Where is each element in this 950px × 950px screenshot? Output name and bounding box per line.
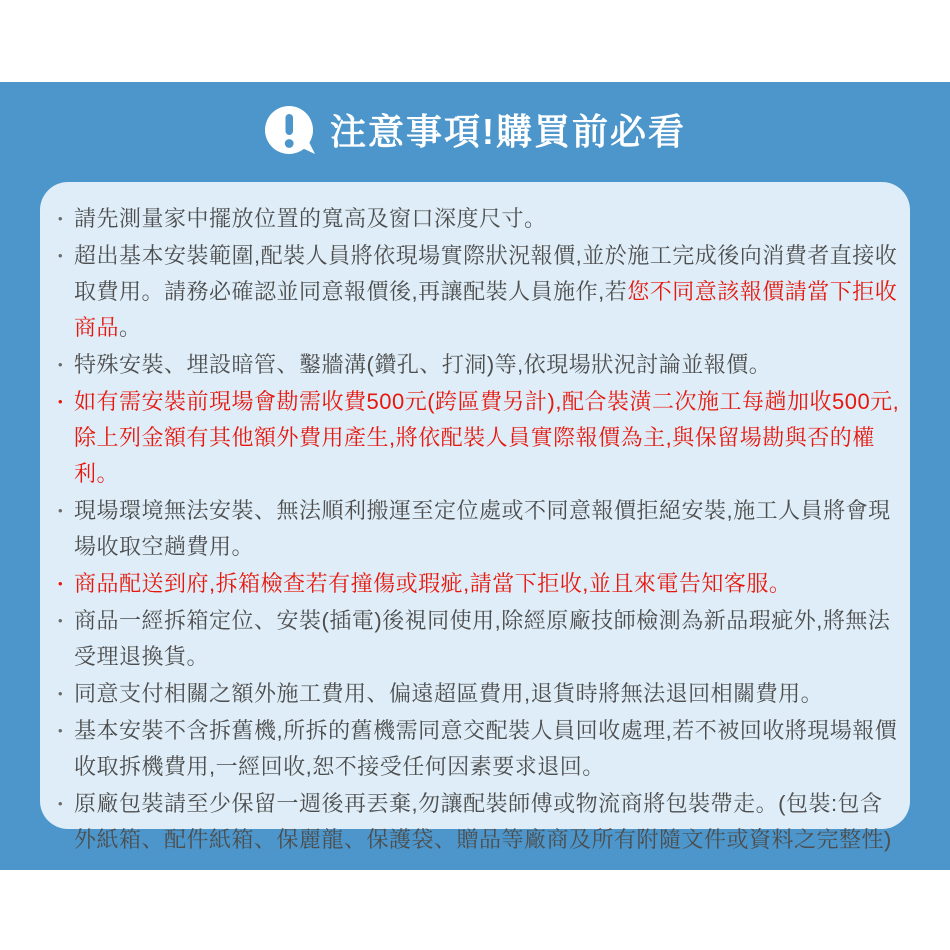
notice-segment-red: 商品配送到府,拆箱檢查若有撞傷或瑕疵,請當下拒收,並且來電告知客服。 — [74, 571, 792, 596]
notice-segment: 原廠包裝請至少保留一週後再丟棄,勿讓配裝師傅或物流商將包裝帶走。(包裝:包含外紙箱、配件紙箱、保麗龍、保護袋、贈品等廠商及所有附隨文件或資料之完整性) — [74, 791, 892, 852]
list-item — [58, 384, 902, 492]
list-item — [58, 713, 902, 785]
list-item — [58, 347, 902, 383]
notice-segment: 超出基本安裝範圍,配裝人員將依現場實際狀況報價,並於施工完成後向消費者直接收取費用。請務必確認並同意報價後,再讓配裝人員施作,若 — [74, 243, 898, 304]
bullet-dot-icon: • — [58, 686, 63, 701]
list-item — [58, 676, 902, 712]
notice-text — [74, 713, 902, 785]
notice-text — [74, 238, 902, 346]
notice-text — [74, 384, 902, 492]
list-item — [58, 238, 902, 346]
list-item — [58, 201, 902, 237]
notice-banner — [0, 82, 950, 870]
notice-text — [74, 603, 902, 675]
list-item — [58, 493, 902, 565]
notice-list — [58, 201, 902, 858]
notice-segment: 商品一經拆箱定位、安裝(插電)後視同使用,除經原廠技師檢測為新品瑕疵外,將無法受理退換貨。 — [74, 608, 891, 669]
notice-segment: 。 — [119, 315, 142, 340]
notice-text — [74, 676, 902, 712]
alert-speech-bubble-icon — [264, 105, 316, 159]
notice-text — [74, 493, 902, 565]
notice-segment: 請先測量家中擺放位置的寬高及窗口深度尺寸。 — [74, 206, 547, 231]
bullet-dot-icon: • — [58, 357, 63, 372]
notice-segment-red: 如有需安裝前現場會勘需收費500元(跨區費另計),配合裝潢二次施工每趟加收500元,除上列金額有其他額外費用產生,將依配裝人員實際報價為主,與保留場勘與否的權利。 — [74, 389, 900, 486]
notice-segment: 現場環境無法安裝、無法順利搬運至定位處或不同意報價拒絕安裝,施工人員將會現場收取空趟費用。 — [74, 498, 891, 559]
notice-text — [74, 347, 902, 383]
bullet-dot-icon: • — [58, 248, 63, 263]
list-item — [58, 566, 902, 602]
list-item — [58, 603, 902, 675]
notice-segment: 特殊安裝、埋設暗管、鑿牆溝(鑽孔、打洞)等,依現場狀況討論並報價。 — [74, 352, 772, 377]
bullet-dot-icon: • — [58, 503, 63, 518]
notice-text — [74, 566, 902, 602]
notice-text — [74, 786, 902, 858]
notice-segment-red: 您不同意該報價請當下拒收商品 — [74, 279, 898, 340]
page-title: 注意事項!購買前必看 — [330, 111, 686, 152]
bullet-dot-icon: • — [58, 796, 63, 811]
notice-text — [74, 201, 902, 237]
bottom-white-margin — [0, 870, 950, 950]
notice-segment: 基本安裝不含拆舊機,所拆的舊機需同意交配裝人員回收處理,若不被回收將現場報價收取拆機費用,一經回收,恕不接受任何因素要求退回。 — [74, 718, 898, 779]
notice-segment: 同意支付相關之額外施工費用、偏遠超區費用,退貨時將無法退回相關費用。 — [74, 681, 824, 706]
bullet-dot-icon: • — [58, 211, 63, 226]
list-item — [58, 786, 902, 858]
banner-header — [0, 82, 950, 160]
bullet-dot-icon: • — [58, 613, 63, 628]
bullet-dot-icon: • — [58, 576, 63, 591]
top-white-margin — [0, 0, 950, 82]
notice-card — [40, 182, 910, 852]
bullet-dot-icon: • — [58, 394, 63, 409]
bullet-dot-icon: • — [58, 723, 63, 738]
